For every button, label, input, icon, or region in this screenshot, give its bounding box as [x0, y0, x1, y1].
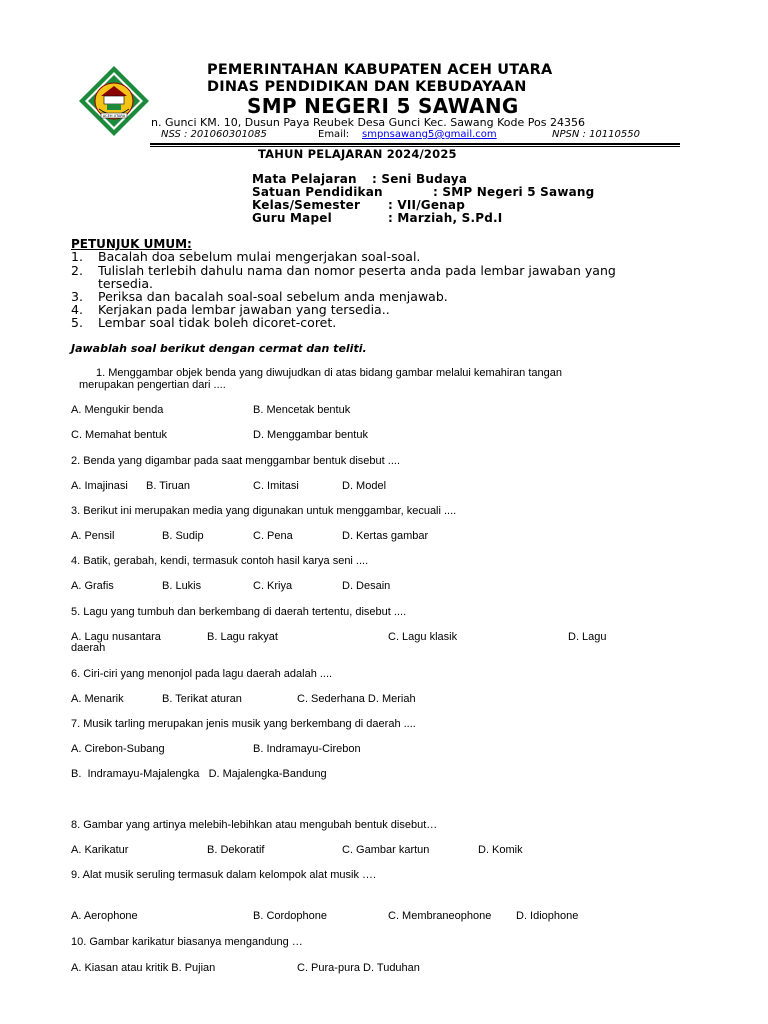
option: D. Idiophone: [516, 910, 579, 922]
option: A. Menarik: [71, 693, 124, 705]
option: C. Gambar kartun: [342, 844, 430, 856]
question-1-cont: merupakan pengertian dari ....: [79, 379, 226, 391]
option: D. Komik: [478, 844, 523, 856]
option: A. Kiasan atau kritik B. Pujian: [71, 962, 216, 974]
question-10: 10. Gambar karikatur biasanya mengandung …: [71, 936, 303, 948]
option: B. Indramayu-Cirebon: [253, 743, 361, 755]
option: A. Aerophone: [71, 910, 138, 922]
question-1: 1. Menggambar objek benda yang diwujudkan di atas bidang gambar melalui kemahiran tangan: [96, 367, 562, 379]
question-9: 9. Alat musik seruling termasuk dalam kelompok alat musik ….: [71, 869, 377, 881]
option: B. Mencetak bentuk: [253, 404, 351, 416]
option: B. Cordophone: [253, 910, 327, 922]
info-value: : VII/Genap: [388, 198, 465, 212]
info-label: Kelas/Semester: [252, 198, 361, 212]
info-label: Guru Mapel: [252, 211, 332, 225]
option: B. Sudip: [162, 530, 204, 542]
option: D. Menggambar bentuk: [253, 429, 368, 441]
option: C. Sederhana D. Meriah: [297, 693, 416, 705]
option: B. Lagu rakyat: [207, 631, 278, 643]
option: C. Memahat bentuk: [71, 429, 167, 441]
option: A. Karikatur: [71, 844, 129, 856]
header-rule-thick: [150, 143, 680, 145]
info-label: Satuan Pendidikan: [252, 185, 383, 199]
option: C. Pena: [253, 530, 293, 542]
question-6: 6. Ciri-ciri yang menonjol pada lagu daerah adalah ....: [71, 668, 333, 680]
question-4: 4. Batik, gerabah, kendi, termasuk contoh hasil karya seni ....: [71, 555, 369, 567]
header-email-label: Email:: [318, 129, 350, 140]
info-value: : Marziah, S.Pd.I: [388, 211, 503, 225]
info-value: : SMP Negeri 5 Sawang: [433, 185, 595, 199]
option: B. Lukis: [162, 580, 202, 592]
question-3: 3. Berikut ini merupakan media yang digunakan untuk menggambar, kecuali ....: [71, 505, 457, 517]
option: C. Kriya: [253, 580, 293, 592]
header-npsn: NPSN : 10110550: [552, 129, 640, 140]
header-email-link[interactable]: smpnsawang5@gmail.com: [362, 129, 497, 140]
option: A. Mengukir benda: [71, 404, 164, 416]
option: C. Imitasi: [253, 480, 299, 492]
option: B. Tiruan: [146, 480, 191, 492]
option: A. Lagu nusantara: [71, 631, 161, 643]
aceh-utara-logo: [77, 64, 151, 138]
question-2: 2. Benda yang digambar pada saat menggambar bentuk disebut ....: [71, 455, 400, 467]
option: D. Lagu: [568, 631, 607, 643]
option: A. Imajinasi: [71, 480, 128, 492]
header-address: n. Gunci KM. 10, Dusun Paya Reubek Desa Gunci Kec. Sawang Kode Pos 24356: [151, 116, 585, 129]
option: D. Model: [342, 480, 387, 492]
header-school-name: SMP NEGERI 5 SAWANG: [247, 94, 519, 118]
option: B. Terikat aturan: [162, 693, 242, 705]
option: D. Desain: [342, 580, 391, 592]
question-8: 8. Gambar yang artinya melebih-lebihkan atau mengubah bentuk disebut…: [71, 819, 438, 831]
option: A. Cirebon-Subang: [71, 743, 165, 755]
option: A. Pensil: [71, 530, 115, 542]
option: C. Pura-pura D. Tuduhan: [297, 962, 420, 974]
option: D. Kertas gambar: [342, 530, 429, 542]
option: A. Grafis: [71, 580, 114, 592]
info-label: Mata Pelajaran: [252, 172, 357, 186]
school-year: TAHUN PELAJARAN 2024/2025: [258, 147, 457, 161]
general-instructions-title: PETUNJUK UMUM:: [71, 237, 192, 251]
answer-instruction: Jawablah soal berikut dengan cermat dan teliti.: [71, 342, 367, 355]
question-7: 7. Musik tarling merupakan jenis musik yang berkembang di daerah ....: [71, 718, 416, 730]
option: B. Indramayu-Majalengka D. Majalengka-Bandung: [71, 768, 327, 780]
info-value: : Seni Budaya: [372, 172, 468, 186]
header-nss: NSS : 201060301085: [161, 129, 267, 140]
option: C. Membraneophone: [388, 910, 492, 922]
option: B. Dekoratif: [207, 844, 265, 856]
header-government: PEMERINTAHAN KABUPATEN ACEH UTARA: [207, 62, 553, 78]
question-5: 5. Lagu yang tumbuh dan berkembang di daerah tertentu, disebut ....: [71, 606, 407, 618]
header-department: DINAS PENDIDIKAN DAN KEBUDAYAAN: [207, 79, 527, 95]
option-cont: daerah: [71, 642, 106, 654]
logo-text: ACEH UTARA: [102, 114, 126, 118]
option: C. Lagu klasik: [388, 631, 458, 643]
